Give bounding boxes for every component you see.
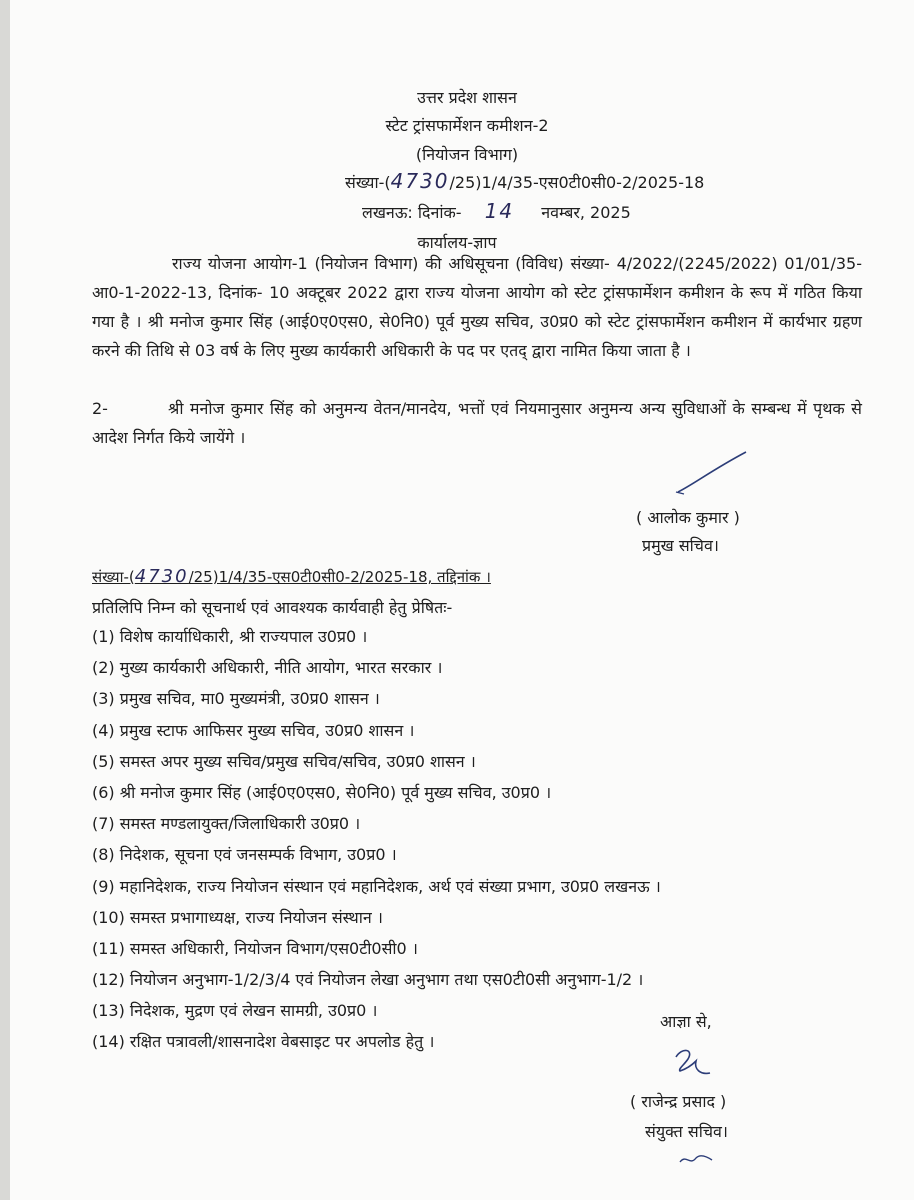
signatory-2-name: ( राजेन्द्र प्रसाद )	[630, 1092, 727, 1111]
memo-title: कार्यालय-ज्ञाप	[417, 233, 497, 252]
list-item: (6) श्री मनोज कुमार सिंह (आई0ए0एस0, से0नि0) पूर्व मुख्य सचिव, उ0प्र0 ।	[92, 782, 552, 802]
paragraph-1: राज्य योजना आयोग-1 (नियोजन विभाग) की अधिसूचना (विविध) संख्या- 4/2022/(2245/2022) 01/01/35-आ0-1-2022-13, दिनांक- 10 अक्टूबर 2022 द्वारा राज्य योजना आयोग को स्टेट ट्रांसफार्मेशन कमीशन के रूप में गठित किया गया है । श्री मनोज कुमार सिंह (आई0ए0एस0, से0नि0) पूर्व मुख्य सचिव, उ0प्र0 को स्टेट ट्रांसफार्मेशन कमीशन में कार्यभार ग्रहण करने की तिथि से 03 वर्ष के लिए मुख्य कार्यकारी अधिकारी के पद पर एतद् द्वारा नामित किया जाता है ।	[92, 254, 862, 360]
copy-recipient-list	[92, 621, 661, 1058]
list-item: (10) समस्त प्रभागाध्यक्ष, राज्य नियोजन संस्थान ।	[92, 907, 383, 927]
initial-mark	[676, 1148, 716, 1170]
reference-suffix: /25)1/4/35-एस0टी0सी0-2/2025-18	[449, 173, 705, 192]
list-item: (13) निदेशक, मुद्रण एवं लेखन सामग्री, उ0प्र0 ।	[92, 1001, 378, 1021]
list-item: (2) मुख्य कार्यकारी अधिकारी, नीति आयोग, भारत सरकार ।	[92, 658, 443, 678]
signature-1-mark	[672, 448, 752, 498]
date-suffix: नवम्बर, 2025	[541, 203, 631, 222]
list-item: (14) रक्षित पत्रावली/शासनादेश वेबसाइट पर अपलोड हेतु ।	[92, 1032, 435, 1052]
copy-reference-number	[92, 566, 491, 587]
copy-intro: प्रतिलिपि निम्न को सूचनार्थ एवं आवश्यक कार्यवाही हेतु प्रेषितः-	[92, 598, 453, 617]
date-prefix: लखनऊ: दिनांक-	[362, 203, 462, 222]
list-item: (1) विशेष कार्याधिकारी, श्री राज्यपाल उ0प्र0 ।	[92, 627, 368, 646]
department-heading: (नियोजन विभाग)	[415, 145, 519, 164]
scan-edge	[0, 0, 10, 1200]
list-item: (5) समस्त अपर मुख्य सचिव/प्रमुख सचिव/सचिव, उ0प्र0 शासन ।	[92, 751, 476, 771]
handwritten-reference-number: 4730	[390, 169, 450, 193]
date-line	[362, 199, 631, 223]
paragraph-2-text: श्री मनोज कुमार सिंह को अनुमन्य वेतन/मानदेय, भत्तों एवं नियमानुसार अनुमन्य अन्य सुविधाओं के सम्बन्ध में पृथक से आदेश निर्गत किये जायेंगे ।	[92, 399, 862, 447]
signature-2-mark	[670, 1045, 720, 1085]
copy-reference-prefix: संख्या-(	[92, 568, 135, 586]
list-item: (4) प्रमुख स्टाफ आफिसर मुख्य सचिव, उ0प्र0 शासन ।	[92, 720, 415, 740]
list-item: (9) महानिदेशक, राज्य नियोजन संस्थान एवं महानिदेशक, अर्थ एवं संख्या प्रभाग, उ0प्र0 लखनऊ ।	[92, 876, 661, 896]
government-heading: उत्तर प्रदेश शासन	[417, 88, 517, 107]
paragraph-2-number: 2-	[92, 399, 108, 418]
list-item: (7) समस्त मण्डलायुक्त/जिलाधिकारी उ0प्र0 ।	[92, 814, 361, 834]
commission-heading: स्टेट ट्रांसफार्मेशन कमीशन-2	[385, 116, 549, 135]
signatory-2-title: संयुक्त सचिव।	[645, 1122, 728, 1141]
signatory-1-name: ( आलोक कुमार )	[636, 508, 740, 527]
list-item: (8) निदेशक, सूचना एवं जनसम्पर्क विभाग, उ0प्र0 ।	[92, 845, 397, 865]
handwritten-date-day: 14	[484, 199, 515, 223]
reference-number	[345, 169, 704, 193]
order-text: आज्ञा से,	[660, 1012, 712, 1031]
copy-reference-suffix: /25)1/4/35-एस0टी0सी0-2/2025-18, तद्दिनांक ।	[188, 568, 491, 586]
handwritten-copy-reference-number: 4730	[134, 566, 189, 587]
list-item: (11) समस्त अधिकारी, नियोजन विभाग/एस0टी0सी0 ।	[92, 938, 418, 958]
paragraph-2	[92, 394, 862, 452]
signatory-1-title: प्रमुख सचिव।	[642, 536, 719, 555]
list-item: (12) नियोजन अनुभाग-1/2/3/4 एवं नियोजन लेखा अनुभाग तथा एस0टी0सी अनुभाग-1/2 ।	[92, 970, 644, 990]
list-item: (3) प्रमुख सचिव, मा0 मुख्यमंत्री, उ0प्र0 शासन ।	[92, 689, 380, 709]
reference-prefix: संख्या-(	[345, 173, 391, 192]
